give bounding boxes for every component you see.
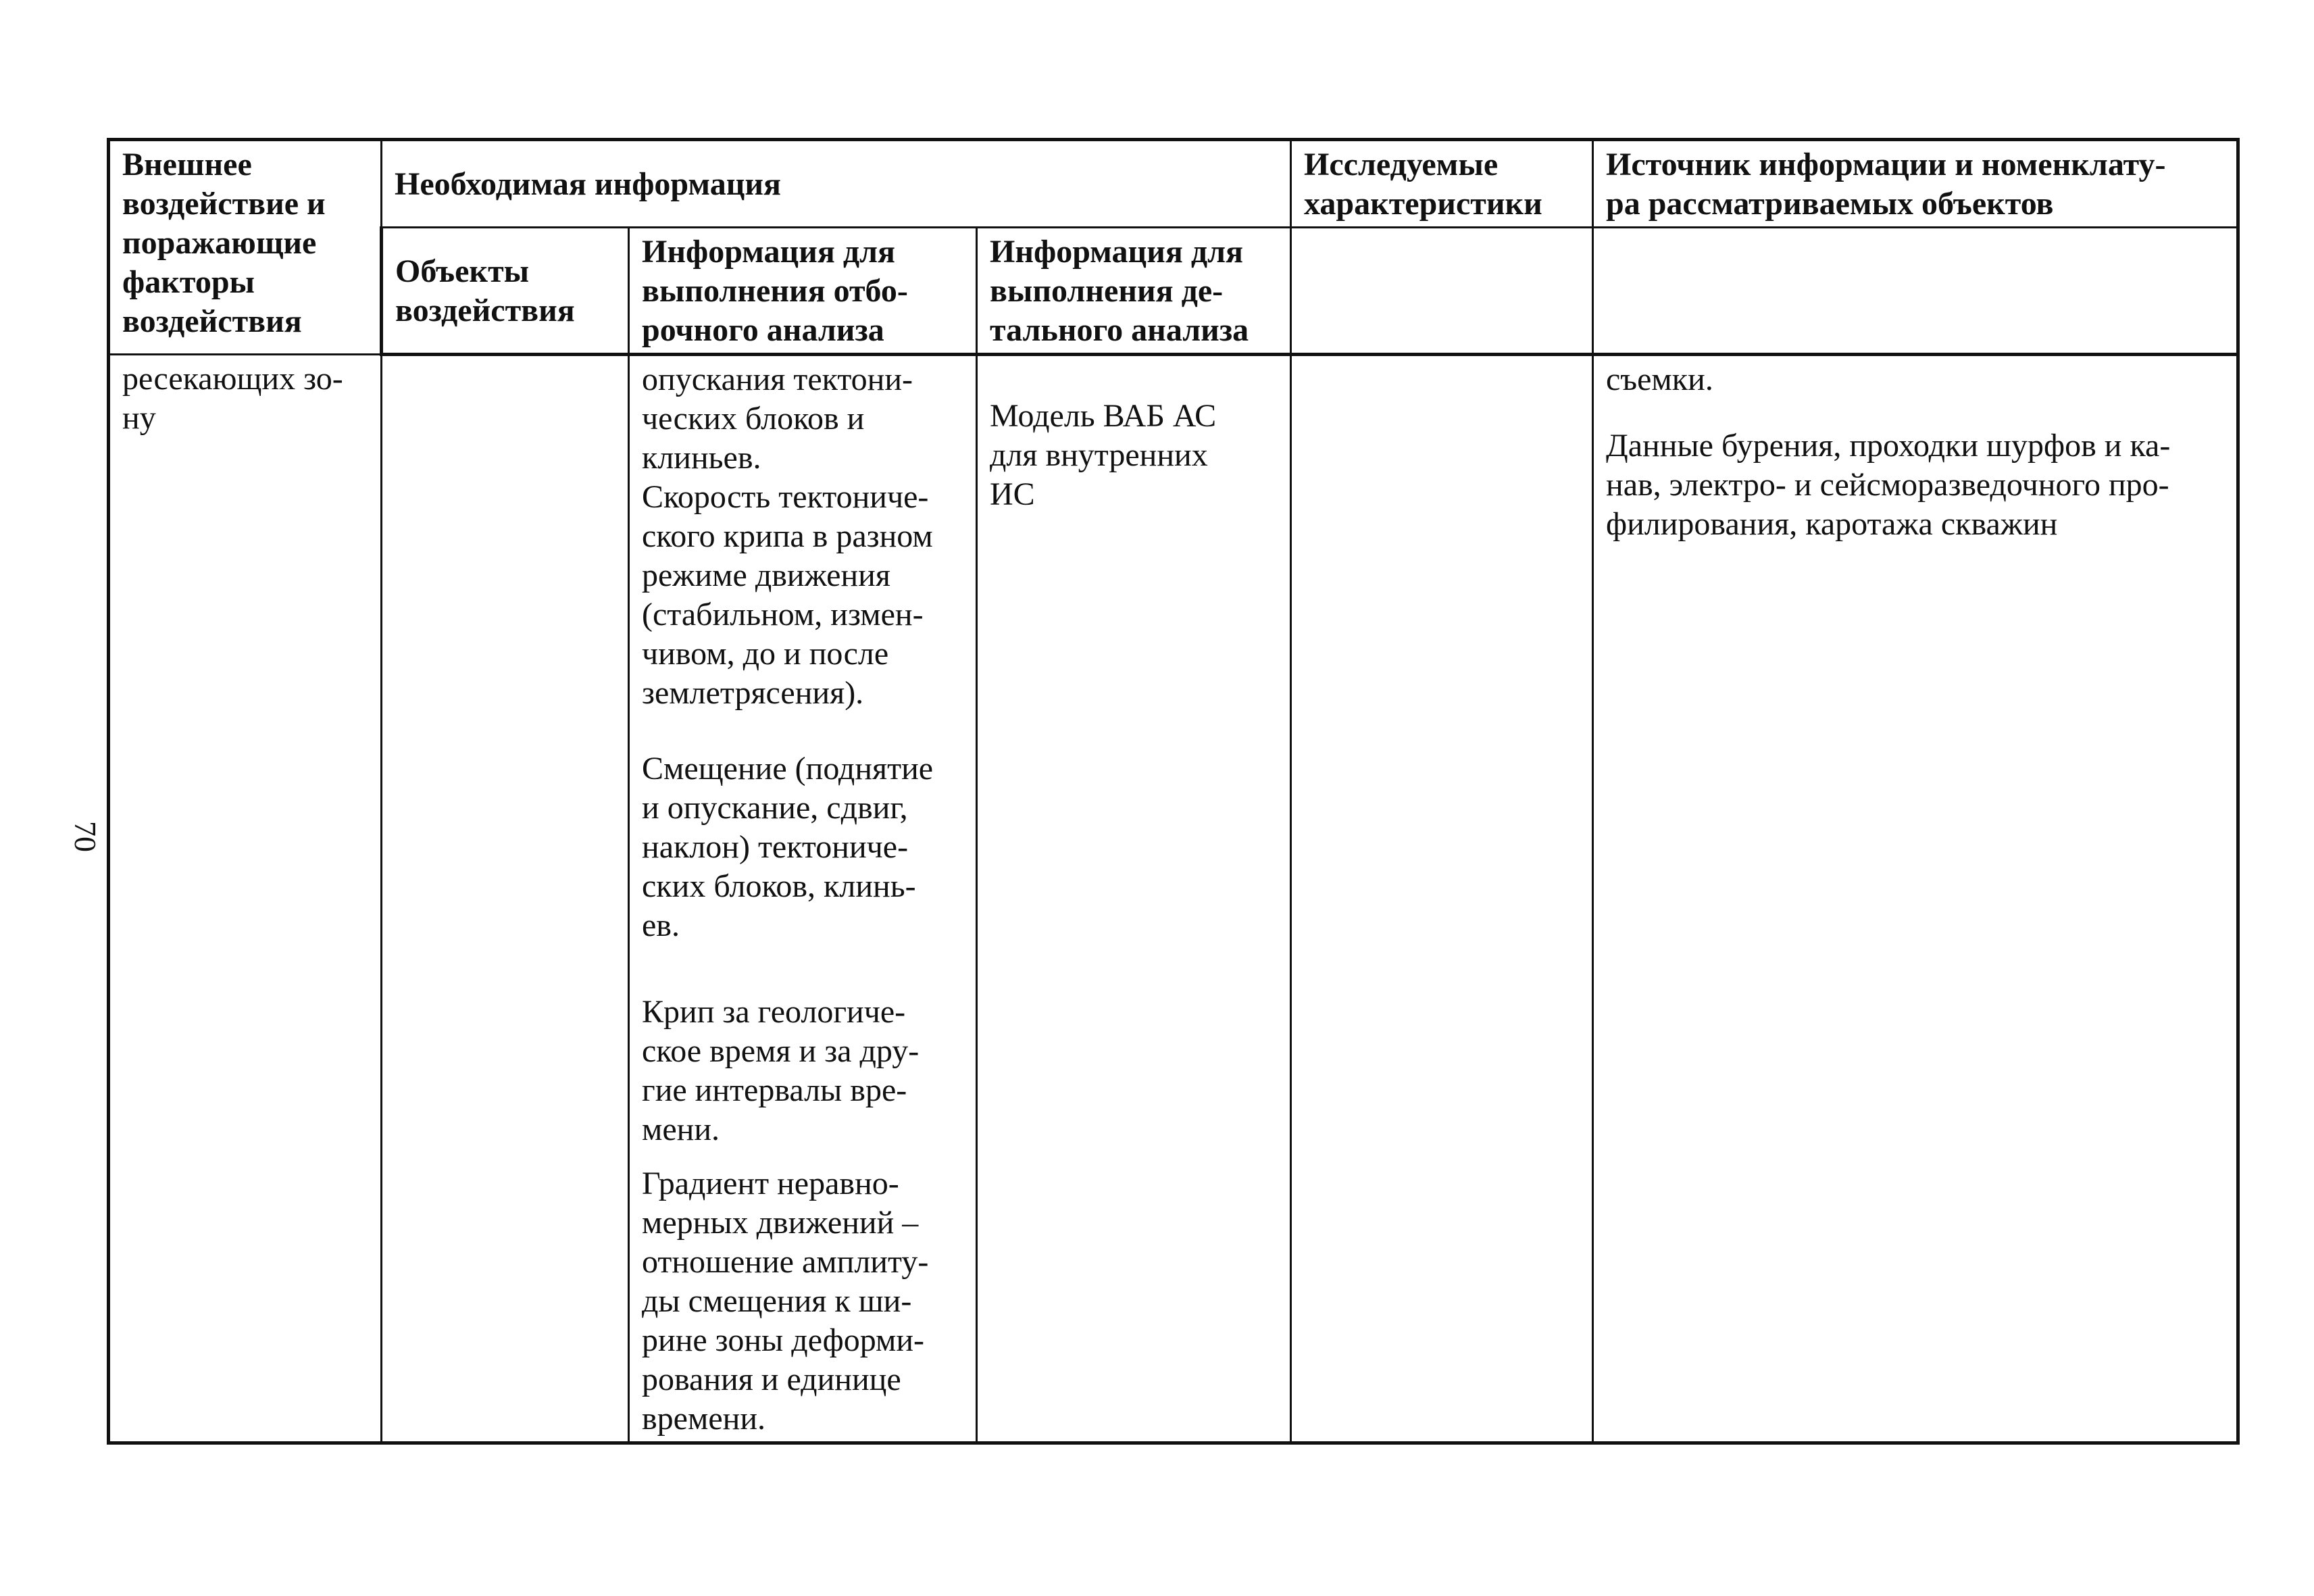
cell-impact-objects bbox=[382, 355, 629, 1443]
header-screening-info bbox=[629, 228, 977, 355]
screening-paragraph-3: Крип за геологиче- ское время и за дру- гие интервалы вре- мени. bbox=[642, 994, 920, 1147]
header-row bbox=[109, 140, 2238, 228]
page-number: 70 bbox=[68, 821, 103, 852]
header-info-source-label: Источник информации и номенклату- ра рассматриваемых объектов bbox=[1606, 147, 2166, 222]
cell-external-impact-text: ресекающих зо- ну bbox=[122, 361, 343, 436]
header-screening-info-label: Информация для выполнения отбо- рочного анализа bbox=[642, 234, 908, 348]
screening-paragraph-2: Смещение (поднятие и опускание, сдвиг, наклон) тектониче- ских блоков, клинь- ев. bbox=[642, 751, 934, 943]
detailed-info-text: Модель ВАБ АС для внутренних ИС bbox=[990, 398, 1217, 512]
cell-screening-info bbox=[629, 355, 977, 1443]
cell-detailed-info bbox=[977, 355, 1291, 1443]
table-row bbox=[109, 355, 2238, 1443]
requirements-table bbox=[107, 138, 2240, 1445]
header-info-source bbox=[1593, 140, 2238, 228]
screening-paragraph-1: опускания тектони- ческих блоков и клиньев. Скорость тектониче- ского крипа в разном режиме движения (стабильном, измен- чивом, до и после землетрясения). bbox=[642, 361, 933, 711]
header-external-impact-label: Внешнее воздействие и поражающие факторы воздействия bbox=[122, 147, 326, 339]
cell-characteristics bbox=[1291, 355, 1593, 1443]
cell-external-impact bbox=[109, 355, 382, 1443]
header-required-info-label: Необходимая информация bbox=[395, 166, 782, 202]
header-external-impact bbox=[109, 140, 382, 355]
header-detailed-info-label: Информация для выполнения де- тального анализа bbox=[990, 234, 1249, 348]
header-characteristics bbox=[1291, 140, 1593, 228]
subheader-row bbox=[109, 228, 2238, 355]
header-impact-objects bbox=[382, 228, 629, 355]
header-characteristics-label: Исследуемые характеристики bbox=[1304, 147, 1542, 222]
header-info-source-empty bbox=[1593, 228, 2238, 355]
header-detailed-info bbox=[977, 228, 1291, 355]
header-impact-objects-label: Объекты воздействия bbox=[395, 253, 575, 328]
source-paragraph-1: съемки. bbox=[1606, 361, 1713, 397]
source-paragraph-2: Данные бурения, проходки шурфов и ка- нав, электро- и сейсморазведочного про- филирования, каротажа скважин bbox=[1606, 428, 2171, 542]
screening-paragraph-4: Градиент неравно- мерных движений – отношение амплиту- ды смещения к ши- рине зоны деформи- рования и единице времени. bbox=[642, 1166, 929, 1437]
cell-info-source bbox=[1593, 355, 2238, 1443]
header-characteristics-empty bbox=[1291, 228, 1593, 355]
header-required-info bbox=[382, 140, 1291, 228]
